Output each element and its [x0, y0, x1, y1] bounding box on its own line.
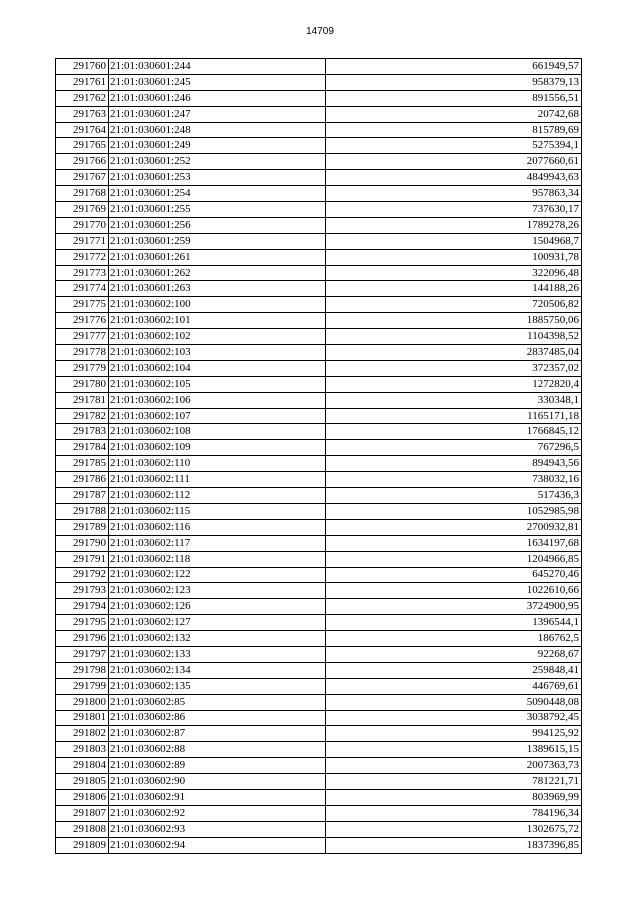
cadastral-value-cell: 322096,48 — [326, 265, 582, 281]
row-number-cell: 291785 — [56, 456, 109, 472]
cadastral-value-cell: 2837485,04 — [326, 345, 582, 361]
cadastral-value-cell: 3724900,95 — [326, 599, 582, 615]
row-number-cell: 291804 — [56, 758, 109, 774]
cadastral-value-cell: 1766845,12 — [326, 424, 582, 440]
cadastral-number-cell: 21:01:030602:116 — [109, 519, 326, 535]
table-row — [56, 360, 582, 376]
cadastral-number-cell: 21:01:030602:86 — [109, 710, 326, 726]
cadastral-value-cell: 1837396,85 — [326, 837, 582, 853]
table-row — [56, 742, 582, 758]
table-row — [56, 281, 582, 297]
table-row — [56, 789, 582, 805]
cadastral-number-cell: 21:01:030602:126 — [109, 599, 326, 615]
row-number-cell: 291770 — [56, 217, 109, 233]
cadastral-value-cell: 894943,56 — [326, 456, 582, 472]
row-number-cell: 291791 — [56, 551, 109, 567]
table-row — [56, 662, 582, 678]
cadastral-value-cell: 720506,82 — [326, 297, 582, 313]
table-row — [56, 567, 582, 583]
cadastral-value-table — [55, 58, 582, 854]
row-number-cell: 291789 — [56, 519, 109, 535]
cadastral-value-cell: 891556,51 — [326, 90, 582, 106]
cadastral-value-cell: 1789278,26 — [326, 217, 582, 233]
cadastral-value-cell: 330348,1 — [326, 392, 582, 408]
cadastral-number-cell: 21:01:030601:255 — [109, 202, 326, 218]
table-row — [56, 345, 582, 361]
cadastral-number-cell: 21:01:030601:245 — [109, 74, 326, 90]
row-number-cell: 291771 — [56, 233, 109, 249]
cadastral-value-cell: 1302675,72 — [326, 821, 582, 837]
cadastral-number-cell: 21:01:030601:256 — [109, 217, 326, 233]
row-number-cell: 291761 — [56, 74, 109, 90]
table-row — [56, 186, 582, 202]
row-number-cell: 291802 — [56, 726, 109, 742]
table-row — [56, 551, 582, 567]
row-number-cell: 291769 — [56, 202, 109, 218]
cadastral-number-cell: 21:01:030602:93 — [109, 821, 326, 837]
row-number-cell: 291766 — [56, 154, 109, 170]
row-number-cell: 291784 — [56, 440, 109, 456]
table-row — [56, 821, 582, 837]
table-row — [56, 805, 582, 821]
row-number-cell: 291797 — [56, 646, 109, 662]
row-number-cell: 291780 — [56, 376, 109, 392]
table-row — [56, 631, 582, 647]
table-row — [56, 488, 582, 504]
table-row — [56, 106, 582, 122]
row-number-cell: 291765 — [56, 138, 109, 154]
row-number-cell: 291805 — [56, 774, 109, 790]
cadastral-value-cell: 2007363,73 — [326, 758, 582, 774]
row-number-cell: 291807 — [56, 805, 109, 821]
cadastral-value-cell: 1204966,85 — [326, 551, 582, 567]
cadastral-value-cell: 661949,57 — [326, 59, 582, 75]
cadastral-number-cell: 21:01:030602:88 — [109, 742, 326, 758]
cadastral-number-cell: 21:01:030602:89 — [109, 758, 326, 774]
row-number-cell: 291801 — [56, 710, 109, 726]
row-number-cell: 291790 — [56, 535, 109, 551]
cadastral-value-cell: 259848,41 — [326, 662, 582, 678]
cadastral-value-cell: 1396544,1 — [326, 615, 582, 631]
cadastral-value-cell: 4849943,63 — [326, 170, 582, 186]
cadastral-value-cell: 2077660,61 — [326, 154, 582, 170]
cadastral-value-cell: 1052985,98 — [326, 503, 582, 519]
cadastral-number-cell: 21:01:030601:262 — [109, 265, 326, 281]
table-row — [56, 678, 582, 694]
cadastral-number-cell: 21:01:030602:112 — [109, 488, 326, 504]
table-row — [56, 519, 582, 535]
table-row — [56, 758, 582, 774]
table-row — [56, 615, 582, 631]
cadastral-number-cell: 21:01:030601:254 — [109, 186, 326, 202]
cadastral-value-cell: 958379,13 — [326, 74, 582, 90]
row-number-cell: 291806 — [56, 789, 109, 805]
cadastral-number-cell: 21:01:030601:261 — [109, 249, 326, 265]
cadastral-value-cell: 781221,71 — [326, 774, 582, 790]
cadastral-value-cell: 100931,78 — [326, 249, 582, 265]
cadastral-number-cell: 21:01:030602:122 — [109, 567, 326, 583]
table-body — [56, 59, 582, 854]
cadastral-number-cell: 21:01:030602:108 — [109, 424, 326, 440]
cadastral-value-cell: 1389615,15 — [326, 742, 582, 758]
row-number-cell: 291778 — [56, 345, 109, 361]
row-number-cell: 291777 — [56, 329, 109, 345]
cadastral-value-cell: 767296,5 — [326, 440, 582, 456]
cadastral-number-cell: 21:01:030601:244 — [109, 59, 326, 75]
row-number-cell: 291803 — [56, 742, 109, 758]
table-row — [56, 154, 582, 170]
table-row — [56, 74, 582, 90]
cadastral-number-cell: 21:01:030601:253 — [109, 170, 326, 186]
cadastral-value-cell: 1885750,06 — [326, 313, 582, 329]
table-row — [56, 170, 582, 186]
row-number-cell: 291767 — [56, 170, 109, 186]
row-number-cell: 291795 — [56, 615, 109, 631]
table-row — [56, 440, 582, 456]
cadastral-number-cell: 21:01:030602:104 — [109, 360, 326, 376]
cadastral-number-cell: 21:01:030602:103 — [109, 345, 326, 361]
cadastral-value-cell: 1504968,7 — [326, 233, 582, 249]
row-number-cell: 291781 — [56, 392, 109, 408]
table-row — [56, 456, 582, 472]
row-number-cell: 291788 — [56, 503, 109, 519]
cadastral-value-cell: 5275394,1 — [326, 138, 582, 154]
cadastral-number-cell: 21:01:030601:248 — [109, 122, 326, 138]
table-row — [56, 599, 582, 615]
cadastral-number-cell: 21:01:030602:133 — [109, 646, 326, 662]
row-number-cell: 291787 — [56, 488, 109, 504]
cadastral-value-cell: 784196,34 — [326, 805, 582, 821]
cadastral-number-cell: 21:01:030602:123 — [109, 583, 326, 599]
cadastral-value-cell: 144188,26 — [326, 281, 582, 297]
cadastral-value-cell: 738032,16 — [326, 472, 582, 488]
cadastral-number-cell: 21:01:030602:92 — [109, 805, 326, 821]
cadastral-value-cell: 446769,61 — [326, 678, 582, 694]
cadastral-number-cell: 21:01:030601:263 — [109, 281, 326, 297]
row-number-cell: 291796 — [56, 631, 109, 647]
row-number-cell: 291764 — [56, 122, 109, 138]
table-row — [56, 202, 582, 218]
cadastral-value-cell: 994125,92 — [326, 726, 582, 742]
cadastral-number-cell: 21:01:030601:246 — [109, 90, 326, 106]
table-row — [56, 774, 582, 790]
row-number-cell: 291799 — [56, 678, 109, 694]
cadastral-number-cell: 21:01:030602:127 — [109, 615, 326, 631]
cadastral-number-cell: 21:01:030602:85 — [109, 694, 326, 710]
table-row — [56, 694, 582, 710]
row-number-cell: 291774 — [56, 281, 109, 297]
cadastral-number-cell: 21:01:030602:132 — [109, 631, 326, 647]
row-number-cell: 291782 — [56, 408, 109, 424]
table-row — [56, 265, 582, 281]
cadastral-value-cell: 645270,46 — [326, 567, 582, 583]
row-number-cell: 291772 — [56, 249, 109, 265]
table-row — [56, 329, 582, 345]
row-number-cell: 291776 — [56, 313, 109, 329]
table-row — [56, 503, 582, 519]
row-number-cell: 291783 — [56, 424, 109, 440]
table-row — [56, 249, 582, 265]
cadastral-value-cell: 1022610,66 — [326, 583, 582, 599]
row-number-cell: 291786 — [56, 472, 109, 488]
table-row — [56, 59, 582, 75]
cadastral-number-cell: 21:01:030602:107 — [109, 408, 326, 424]
table-row — [56, 646, 582, 662]
cadastral-value-cell: 815789,69 — [326, 122, 582, 138]
row-number-cell: 291768 — [56, 186, 109, 202]
cadastral-number-cell: 21:01:030602:135 — [109, 678, 326, 694]
cadastral-number-cell: 21:01:030602:105 — [109, 376, 326, 392]
table-row — [56, 424, 582, 440]
cadastral-number-cell: 21:01:030601:247 — [109, 106, 326, 122]
cadastral-value-cell: 1634197,68 — [326, 535, 582, 551]
cadastral-value-cell: 5090448,08 — [326, 694, 582, 710]
cadastral-number-cell: 21:01:030601:252 — [109, 154, 326, 170]
row-number-cell: 291792 — [56, 567, 109, 583]
row-number-cell: 291808 — [56, 821, 109, 837]
table-row — [56, 376, 582, 392]
table-row — [56, 138, 582, 154]
table-row — [56, 217, 582, 233]
cadastral-number-cell: 21:01:030602:115 — [109, 503, 326, 519]
cadastral-number-cell: 21:01:030602:117 — [109, 535, 326, 551]
cadastral-number-cell: 21:01:030601:249 — [109, 138, 326, 154]
cadastral-value-cell: 1165171,18 — [326, 408, 582, 424]
row-number-cell: 291763 — [56, 106, 109, 122]
cadastral-number-cell: 21:01:030602:90 — [109, 774, 326, 790]
cadastral-number-cell: 21:01:030602:91 — [109, 789, 326, 805]
row-number-cell: 291794 — [56, 599, 109, 615]
row-number-cell: 291798 — [56, 662, 109, 678]
cadastral-number-cell: 21:01:030601:259 — [109, 233, 326, 249]
row-number-cell: 291762 — [56, 90, 109, 106]
row-number-cell: 291773 — [56, 265, 109, 281]
cadastral-number-cell: 21:01:030602:106 — [109, 392, 326, 408]
cadastral-number-cell: 21:01:030602:87 — [109, 726, 326, 742]
cadastral-number-cell: 21:01:030602:102 — [109, 329, 326, 345]
cadastral-value-cell: 3038792,45 — [326, 710, 582, 726]
table-row — [56, 297, 582, 313]
row-number-cell: 291760 — [56, 59, 109, 75]
cadastral-number-cell: 21:01:030602:110 — [109, 456, 326, 472]
table-row — [56, 313, 582, 329]
row-number-cell: 291809 — [56, 837, 109, 853]
table-row — [56, 535, 582, 551]
row-number-cell: 291793 — [56, 583, 109, 599]
table-row — [56, 583, 582, 599]
row-number-cell: 291775 — [56, 297, 109, 313]
cadastral-value-cell: 957863,34 — [326, 186, 582, 202]
page-number: 14709 — [306, 26, 334, 37]
cadastral-number-cell: 21:01:030602:134 — [109, 662, 326, 678]
cadastral-number-cell: 21:01:030602:94 — [109, 837, 326, 853]
table-row — [56, 408, 582, 424]
table-row — [56, 90, 582, 106]
cadastral-value-cell: 186762,5 — [326, 631, 582, 647]
cadastral-value-cell: 1272820,4 — [326, 376, 582, 392]
cadastral-number-cell: 21:01:030602:109 — [109, 440, 326, 456]
table-row — [56, 472, 582, 488]
table-row — [56, 837, 582, 853]
cadastral-number-cell: 21:01:030602:100 — [109, 297, 326, 313]
cadastral-value-cell: 20742,68 — [326, 106, 582, 122]
cadastral-number-cell: 21:01:030602:118 — [109, 551, 326, 567]
table-row — [56, 233, 582, 249]
table-row — [56, 392, 582, 408]
cadastral-value-cell: 372357,02 — [326, 360, 582, 376]
cadastral-value-cell: 1104398,52 — [326, 329, 582, 345]
cadastral-value-cell: 803969,99 — [326, 789, 582, 805]
row-number-cell: 291779 — [56, 360, 109, 376]
cadastral-value-cell: 2700932,81 — [326, 519, 582, 535]
cadastral-value-cell: 92268,67 — [326, 646, 582, 662]
row-number-cell: 291800 — [56, 694, 109, 710]
cadastral-number-cell: 21:01:030602:101 — [109, 313, 326, 329]
cadastral-value-cell: 517436,3 — [326, 488, 582, 504]
table-row — [56, 122, 582, 138]
cadastral-value-cell: 737630,17 — [326, 202, 582, 218]
table-row — [56, 710, 582, 726]
table-row — [56, 726, 582, 742]
cadastral-number-cell: 21:01:030602:111 — [109, 472, 326, 488]
